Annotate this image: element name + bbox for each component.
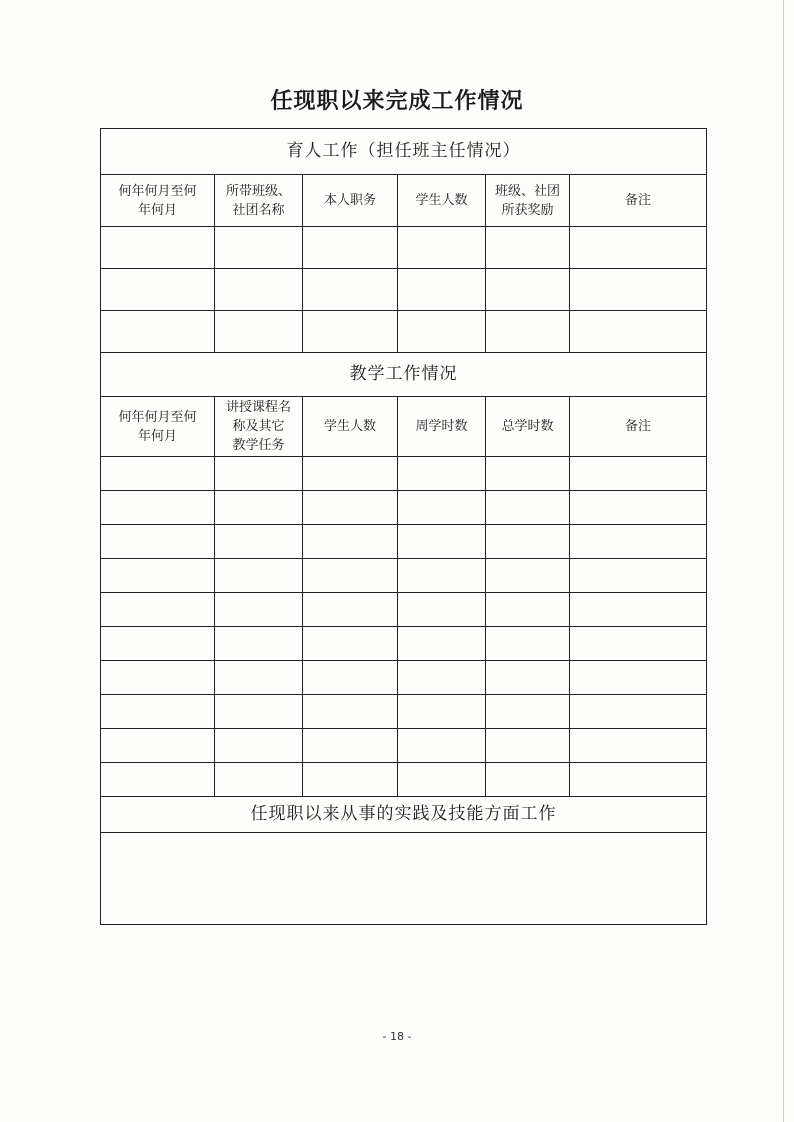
teaching-data-cell[interactable] — [398, 763, 486, 797]
teaching-data-cell[interactable] — [570, 661, 707, 695]
teaching-header-row — [101, 397, 707, 457]
teaching-data-cell[interactable] — [101, 729, 215, 763]
teaching-data-row — [101, 627, 707, 661]
teaching-data-row — [101, 763, 707, 797]
teaching-data-row — [101, 729, 707, 763]
education-section-title: 育人工作（担任班主任情况） — [101, 129, 707, 175]
education-data-cell[interactable] — [398, 311, 486, 353]
teaching-data-cell[interactable] — [303, 559, 398, 593]
education-section-title-row — [101, 129, 707, 175]
edu-col-student-count: 学生人数 — [398, 175, 486, 227]
teaching-data-cell[interactable] — [101, 593, 215, 627]
practice-section-title: 任现职以来从事的实践及技能方面工作 — [101, 797, 707, 833]
teaching-data-cell[interactable] — [486, 593, 570, 627]
practice-content-area[interactable] — [101, 833, 707, 925]
teaching-data-cell[interactable] — [101, 695, 215, 729]
edu-col-class-name: 所带班级、 社团名称 — [215, 175, 303, 227]
teaching-data-cell[interactable] — [215, 491, 303, 525]
education-data-cell[interactable] — [303, 311, 398, 353]
edu-col-awards: 班级、社团 所获奖励 — [486, 175, 570, 227]
teach-col-remarks: 备注 — [570, 397, 707, 457]
teaching-data-cell[interactable] — [215, 695, 303, 729]
practice-content-row — [101, 833, 707, 925]
work-record-form — [100, 128, 707, 925]
education-data-cell[interactable] — [398, 227, 486, 269]
teach-col-course-name: 讲授课程名 称及其它 教学任务 — [215, 397, 303, 457]
page-title: 任现职以来完成工作情况 — [270, 88, 524, 114]
education-data-cell[interactable] — [398, 269, 486, 311]
teaching-data-row — [101, 695, 707, 729]
teach-col-period: 何年何月至何 年何月 — [101, 397, 215, 457]
teaching-data-cell[interactable] — [215, 729, 303, 763]
teaching-data-cell[interactable] — [486, 491, 570, 525]
education-data-cell[interactable] — [570, 227, 707, 269]
teaching-data-cell[interactable] — [101, 457, 215, 491]
education-data-cell[interactable] — [570, 269, 707, 311]
teaching-data-cell[interactable] — [303, 729, 398, 763]
teaching-data-cell[interactable] — [303, 525, 398, 559]
teach-col-total-hours: 总学时数 — [486, 397, 570, 457]
teaching-data-row — [101, 559, 707, 593]
teaching-data-cell[interactable] — [486, 559, 570, 593]
page-edge-line — [783, 0, 784, 1122]
edu-col-position: 本人职务 — [303, 175, 398, 227]
teaching-data-cell[interactable] — [486, 763, 570, 797]
edu-col-period: 何年何月至何 年何月 — [101, 175, 215, 227]
teaching-data-cell[interactable] — [570, 525, 707, 559]
teaching-data-cell[interactable] — [398, 661, 486, 695]
teaching-section-title: 教学工作情况 — [101, 353, 707, 397]
teaching-data-cell[interactable] — [570, 593, 707, 627]
teaching-data-cell[interactable] — [398, 491, 486, 525]
teaching-data-cell[interactable] — [215, 593, 303, 627]
education-data-cell[interactable] — [486, 227, 570, 269]
education-data-cell[interactable] — [101, 269, 215, 311]
teaching-data-cell[interactable] — [215, 525, 303, 559]
teaching-data-cell[interactable] — [215, 661, 303, 695]
education-data-row — [101, 269, 707, 311]
teaching-data-cell[interactable] — [215, 763, 303, 797]
teaching-data-cell[interactable] — [398, 457, 486, 491]
teaching-data-cell[interactable] — [398, 729, 486, 763]
teaching-data-cell[interactable] — [486, 627, 570, 661]
teaching-data-cell[interactable] — [303, 695, 398, 729]
teaching-data-cell[interactable] — [486, 661, 570, 695]
teaching-data-cell[interactable] — [570, 729, 707, 763]
education-data-cell[interactable] — [101, 311, 215, 353]
teaching-data-cell[interactable] — [101, 627, 215, 661]
teaching-section-title-row — [101, 353, 707, 397]
education-header-row — [101, 175, 707, 227]
practice-section-title-row — [101, 797, 707, 833]
teaching-data-cell[interactable] — [570, 695, 707, 729]
teaching-data-cell[interactable] — [101, 559, 215, 593]
teaching-data-cell[interactable] — [486, 729, 570, 763]
teaching-data-row — [101, 525, 707, 559]
education-data-cell[interactable] — [486, 269, 570, 311]
education-data-cell[interactable] — [486, 311, 570, 353]
teaching-data-row — [101, 457, 707, 491]
education-data-cell[interactable] — [101, 227, 215, 269]
education-data-row — [101, 227, 707, 269]
education-data-row — [101, 311, 707, 353]
teaching-data-cell[interactable] — [398, 695, 486, 729]
teaching-data-cell[interactable] — [215, 627, 303, 661]
education-data-cell[interactable] — [303, 227, 398, 269]
teaching-data-cell[interactable] — [570, 457, 707, 491]
teaching-data-cell[interactable] — [398, 627, 486, 661]
teaching-data-cell[interactable] — [570, 763, 707, 797]
teaching-data-cell[interactable] — [398, 525, 486, 559]
teaching-data-cell[interactable] — [303, 763, 398, 797]
teaching-data-cell[interactable] — [215, 559, 303, 593]
teaching-data-cell[interactable] — [303, 491, 398, 525]
page-number: - 18 - — [382, 1030, 412, 1043]
teaching-data-cell[interactable] — [101, 661, 215, 695]
teaching-data-cell[interactable] — [486, 695, 570, 729]
teaching-data-cell[interactable] — [570, 559, 707, 593]
teaching-data-cell[interactable] — [486, 457, 570, 491]
teaching-data-row — [101, 491, 707, 525]
teach-col-student-count: 学生人数 — [303, 397, 398, 457]
teach-col-weekly-hours: 周学时数 — [398, 397, 486, 457]
teaching-data-row — [101, 661, 707, 695]
teaching-data-cell[interactable] — [398, 593, 486, 627]
teaching-data-cell[interactable] — [101, 491, 215, 525]
teaching-data-cell[interactable] — [101, 763, 215, 797]
teaching-data-cell[interactable] — [486, 525, 570, 559]
teaching-data-cell[interactable] — [303, 627, 398, 661]
teaching-data-cell[interactable] — [570, 491, 707, 525]
teaching-data-cell[interactable] — [303, 661, 398, 695]
education-data-cell[interactable] — [303, 269, 398, 311]
teaching-data-row — [101, 593, 707, 627]
teaching-data-cell[interactable] — [303, 593, 398, 627]
edu-col-remarks: 备注 — [570, 175, 707, 227]
work-record-table — [100, 128, 707, 925]
teaching-data-cell[interactable] — [398, 559, 486, 593]
education-data-cell[interactable] — [570, 311, 707, 353]
teaching-data-cell[interactable] — [101, 525, 215, 559]
teaching-data-cell[interactable] — [303, 457, 398, 491]
teaching-data-cell[interactable] — [570, 627, 707, 661]
teaching-data-cell[interactable] — [215, 457, 303, 491]
education-data-cell[interactable] — [215, 227, 303, 269]
education-data-cell[interactable] — [215, 269, 303, 311]
education-data-cell[interactable] — [215, 311, 303, 353]
